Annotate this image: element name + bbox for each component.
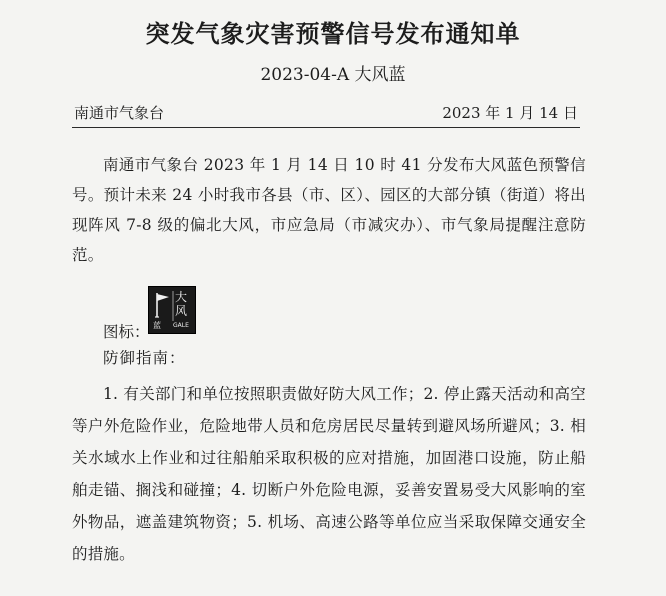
notice-body: 南通市气象台 2023 年 1 月 14 日 10 时 41 分发布大风蓝色预警信号。预计未来 24 小时我市各县（市、区）、园区的大部分镇（街道）将出现阵风 7-8 级的偏北大风，市应急局（市减灾办）、市气象局提醒注意防范。 [72,156,586,264]
issuer-name: 南通市气象台 [74,104,165,122]
document-title: 突发气象灾害预警信号发布通知单 [145,19,521,48]
guide-text: 1. 有关部门和单位按照职责做好防大风工作；2. 停止露天活动和高空等户外危险作业，危险地带人员和危房居民尽量转到避风场所避风；3. 相关水域水上作业和过往船舶采取积极的应对措施，加固港口设施，防止船舶走锚、搁浅和碰撞；4. 切断户外危险电源，妥善安置易受大风影响的室外物品，遮盖建筑物资；5. 机场、高速公路等单位应当采取保障交通安全的措施。 [72,385,586,563]
guide-title: 防御指南： [103,349,186,367]
header-divider [72,127,580,128]
gale-icon-glyph: 大风 [175,290,188,318]
gale-blue-warning-icon [148,286,196,334]
gale-icon-caption-cn: 蓝 [153,321,161,330]
icon-label: 图标： [103,323,150,341]
gale-icon-caption-en: GALE [173,322,189,329]
document-subtitle: 2023-04-A 大风蓝 [260,65,406,85]
issue-date: 2023 年 1 月 14 日 [442,104,578,122]
